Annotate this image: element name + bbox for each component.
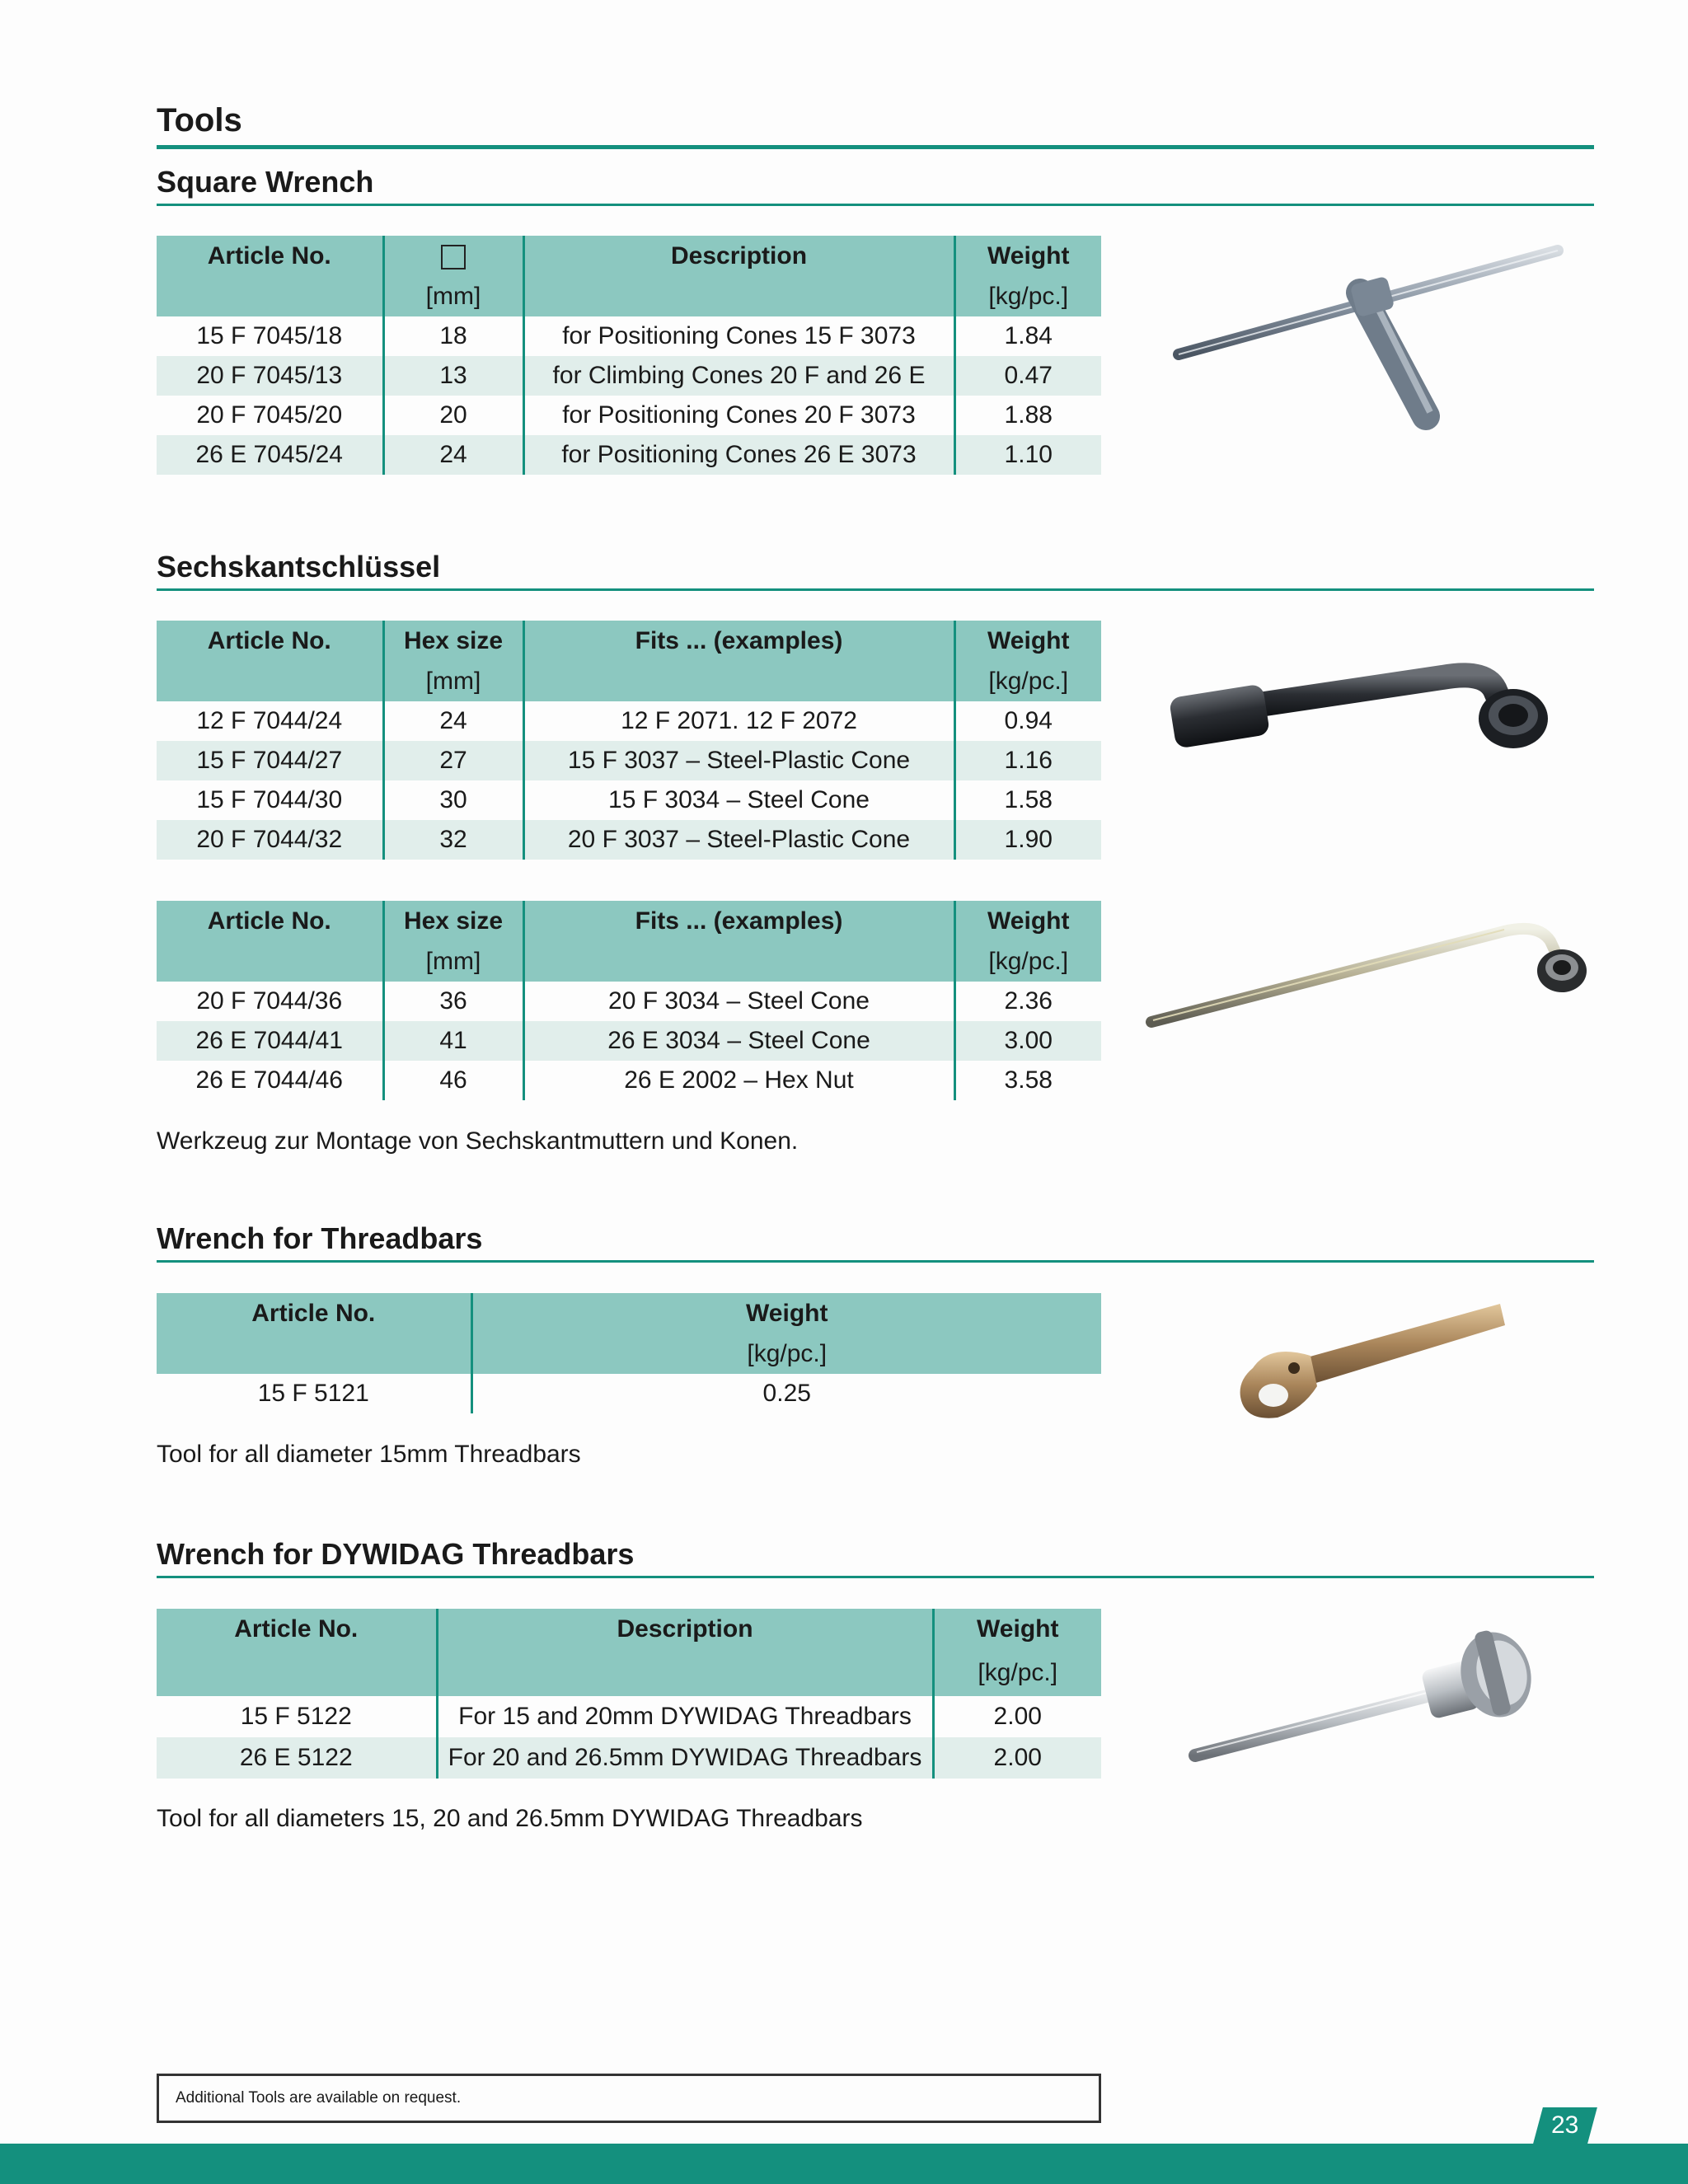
table-units-row [157,942,1101,982]
table-cell: 26 E 3034 – Steel Cone [523,1021,954,1061]
table-cell: 30 [383,780,523,820]
table-cell: 15 F 5121 [157,1374,471,1413]
unit-cell: [kg/pc.] [954,662,1101,701]
unit-cell [157,277,383,316]
table-cell: 1.90 [954,820,1101,860]
table-cell: 20 F 3037 – Steel-Plastic Cone [523,820,954,860]
unit-cell: [mm] [383,942,523,982]
table-cell: 41 [383,1021,523,1061]
hex-key-long-image [1142,898,1603,1047]
table-cell: 3.00 [954,1021,1101,1061]
table-cell: 20 F 7045/13 [157,356,383,396]
table-row [157,1374,1101,1413]
table-row [157,356,1101,396]
hex-key-table-a [157,621,1101,860]
header-fits: Fits ... (examples) [523,901,954,942]
table-header-row [157,1609,1101,1650]
table-cell: 15 F 7045/18 [157,316,383,356]
header-hex-size: Hex size [383,901,523,942]
table-units-row [157,1650,1101,1696]
header-article-no: Article No. [157,901,383,942]
section-rule [157,588,1594,591]
table-row [157,780,1101,820]
square-wrench-table [157,236,1101,475]
unit-cell: [kg/pc.] [954,277,1101,316]
unit-cell [523,942,954,982]
section-rule [157,1576,1594,1578]
table-cell: 20 F 7045/20 [157,396,383,435]
table-cell: 20 F 3034 – Steel Cone [523,982,954,1021]
section-title-dywidag-wrench: Wrench for DYWIDAG Threadbars [157,1537,635,1571]
table-cell: 1.10 [954,435,1101,475]
table-cell: 26 E 5122 [157,1737,437,1779]
table-cell: For 20 and 26.5mm DYWIDAG Threadbars [437,1737,933,1779]
hex-key-table-b [157,901,1101,1100]
unit-cell: [kg/pc.] [471,1334,1101,1374]
square-icon [441,245,466,269]
table-cell: 32 [383,820,523,860]
table-cell: 20 [383,396,523,435]
header-article-no: Article No. [157,621,383,662]
dywidag-wrench-image [1179,1615,1558,1780]
page-number-badge [1533,2107,1597,2144]
table-cell: 2.00 [933,1737,1101,1779]
section-rule [157,1260,1594,1263]
header-square-size [383,236,523,277]
table-row [157,741,1101,780]
table-header-row [157,901,1101,942]
additional-tools-note: Additional Tools are available on request. [157,2074,1101,2123]
table-cell: 12 F 2071. 12 F 2072 [523,701,954,741]
table-cell: 2.00 [993,1703,1042,1730]
table-cell: 26 E 2002 – Hex Nut [523,1061,954,1100]
table-cell: 0.94 [1004,707,1053,734]
table-cell: 3.58 [1004,1066,1053,1094]
table-header-row [157,1293,1101,1334]
unit-cell [157,662,383,701]
table-cell: 0.47 [954,356,1101,396]
table-cell: For 15 and 20mm DYWIDAG Threadbars [437,1696,933,1737]
title-rule [157,145,1594,149]
unit-cell [523,662,954,701]
table-cell: 15 F 3034 – Steel Cone [523,780,954,820]
table-cell: 26 E 7044/46 [157,1061,383,1100]
table-units-row [157,1334,1101,1374]
section-title-threadbar-wrench: Wrench for Threadbars [157,1221,483,1255]
table-row [157,1021,1101,1061]
header-weight: Weight [471,1293,1101,1334]
section-title-hex-key: Sechskantschlüssel [157,550,441,583]
table-cell: for Positioning Cones 26 E 3073 [523,435,954,475]
table-cell: 18 [383,316,523,356]
hex-key-short-image [1162,618,1574,758]
header-weight: Weight [954,901,1101,942]
table-cell: 12 F 7044/24 [157,701,383,741]
table-row [157,1061,1101,1100]
header-weight: Weight [954,621,1101,662]
header-weight: Weight [954,236,1101,277]
unit-cell [157,942,383,982]
table-cell: 24 [383,701,523,741]
table-row [157,396,1101,435]
table-cell: for Climbing Cones 20 F and 26 E [523,356,954,396]
table-cell: 24 [383,435,523,475]
table-cell: 1.84 [1004,322,1053,349]
unit-cell: [mm] [383,277,523,316]
table-cell: 0.25 [762,1380,811,1407]
table-row [157,316,1101,356]
unit-cell: [kg/pc.] [933,1650,1101,1696]
section-title-square-wrench: Square Wrench [157,165,374,199]
unit-cell: [kg/pc.] [954,942,1101,982]
table-cell: 26 E 7044/41 [157,1021,383,1061]
threadbar-wrench-table [157,1293,1101,1413]
threadbar-wrench-note: Tool for all diameter 15mm Threadbars [157,1441,581,1468]
page-number: 23 [1551,2111,1579,2139]
table-cell: for Positioning Cones 20 F 3073 [523,396,954,435]
header-hex-size: Hex size [383,621,523,662]
table-cell: 20 F 7044/36 [157,982,383,1021]
unit-cell [157,1334,471,1374]
unit-cell [437,1650,933,1696]
unit-cell [523,277,954,316]
page-title: Tools [157,102,242,138]
hex-key-note: Werkzeug zur Montage von Sechskantmuttern und Konen. [157,1127,799,1155]
table-units-row [157,277,1101,316]
header-article-no: Article No. [157,1609,437,1650]
table-row [157,982,1101,1021]
section-rule [157,204,1594,206]
table-cell: 13 [383,356,523,396]
table-row [157,820,1101,860]
table-cell: 1.88 [1004,401,1053,429]
square-wrench-image [1162,231,1574,445]
table-row [157,701,1101,741]
table-cell: 46 [383,1061,523,1100]
table-row [157,1737,1101,1779]
header-description: Description [437,1609,933,1650]
header-description: Description [523,236,954,277]
threadbar-wrench-image [1220,1286,1517,1451]
table-cell: 15 F 3037 – Steel-Plastic Cone [523,741,954,780]
table-cell: 1.16 [954,741,1101,780]
table-cell: 2.36 [1004,987,1053,1015]
table-cell: 27 [383,741,523,780]
table-cell: 15 F 7044/27 [157,741,383,780]
table-cell: 20 F 7044/32 [157,820,383,860]
footer-band [0,2144,1688,2184]
table-cell: for Positioning Cones 15 F 3073 [523,316,954,356]
header-weight: Weight [933,1609,1101,1650]
dywidag-wrench-note: Tool for all diameters 15, 20 and 26.5mm DYWIDAG Threadbars [157,1805,863,1832]
table-cell: 36 [383,982,523,1021]
table-cell: 15 F 5122 [157,1696,437,1737]
header-fits: Fits ... (examples) [523,621,954,662]
table-cell: 15 F 7044/30 [157,780,383,820]
header-article-no: Article No. [157,1293,471,1334]
table-cell: 1.58 [1004,786,1053,813]
table-units-row [157,662,1101,701]
table-header-row [157,621,1101,662]
header-article-no: Article No. [157,236,383,277]
unit-cell [157,1650,437,1696]
table-row [157,1696,1101,1737]
dywidag-wrench-table [157,1609,1101,1779]
table-row [157,435,1101,475]
table-cell: 26 E 7045/24 [157,435,383,475]
table-header-row [157,236,1101,277]
unit-cell: [mm] [383,662,523,701]
